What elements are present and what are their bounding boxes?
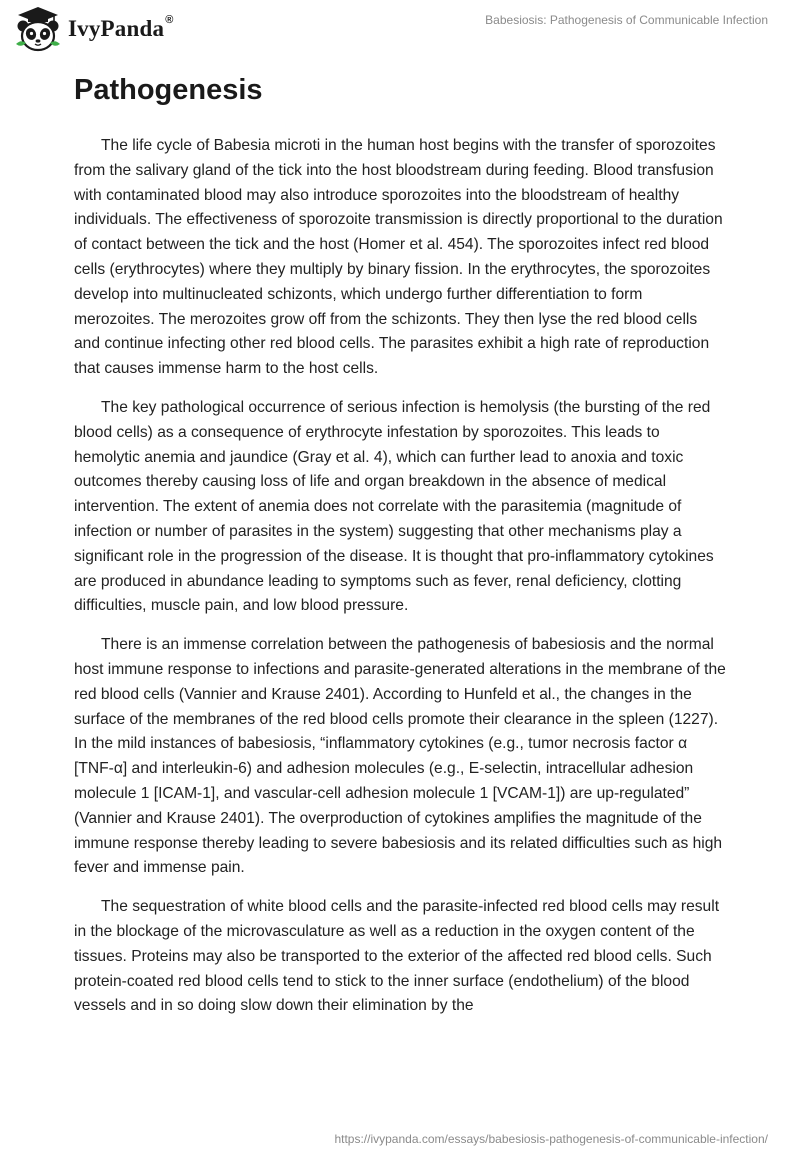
paragraph-3: There is an immense correlation between the pathogenesis of babesiosis and the normal host immune response to infections and parasite-generated alterations in the membrane of the red blood cells (Vannier and Krause 2401). According to Hunfeld et al., the changes in the surface of the membranes of the red blood cells promote their clearance in the spleen (1227). In the mild instances of babesiosis, “inflammatory cytokines (e.g., tumor necrosis factor α [TNF-α] and interleukin-6) and adhesion molecules (e.g., E-selectin, intracellular adhesion molecule 1 [ICAM-1], and vascular-cell adhesion molecule 1 [VCAM-1]) are up-regulated” (Vannier and Krause 2401). The overproduction of cytokines amplifies the magnitude of the immune response thereby leading to severe babesiosis and its related difficulties such as high fever and immense pain. — [74, 636, 726, 877]
running-title: Babesiosis: Pathogenesis of Communicable Infection — [485, 13, 768, 27]
registered-mark: ® — [165, 14, 174, 26]
paragraph-1: The life cycle of Babesia microti in the human host begins with the transfer of sporozoites from the salivary gland of the tick into the host bloodstream during feeding. Blood transfusion with contaminated blood may also introduce sporozoites into the bloodstream of healthy individuals. The effectiveness of sporozoite transmission is directly proportional to the duration of contact between the tick and the host (Homer et al. 454). The sporozoites infect red blood cells (erythrocytes) where they multiply by binary fission. In the erythrocytes, the sporozoites develop into multinucleated schizonts, which undergo further differentiation to form merozoites. The merozoites grow off from the schizonts. They then lyse the red blood cells and continue infecting other red blood cells. The parasites exhibit a high rate of reproduction that causes immense harm to the host cells. — [74, 137, 723, 378]
ivypanda-logo[interactable] — [14, 6, 174, 52]
paragraph-2: The key pathological occurrence of serious infection is hemolysis (the bursting of the red blood cells) as a consequence of erythrocyte infestation by sporozoites. This leads to hemolytic anemia and jaundice (Gray et al. 4), which can further lead to anoxia and toxic outcomes thereby causing loss of life and organ breakdown in the absence of medical intervention. The extent of anemia does not correlate with the parasitemia (magnitude of infection or number of parasites in the system) suggesting that other mechanisms play a significant role in the progression of the disease. It is thought that pro-inflammatory cytokines are produced in abundance leading to symptoms such as fever, renal deficiency, clotting difficulties, muscle pain, and low blood pressure. — [74, 398, 714, 615]
logo-wordmark: IvyPanda® — [68, 14, 174, 41]
section-heading: Pathogenesis — [74, 74, 263, 106]
paragraph-4: The sequestration of white blood cells and the parasite-infected red blood cells may result in the blockage of the microvasculature as well as a reduction in the oxygen content of the tissues. Proteins may also be transported to the exterior of the affected red blood cells. Such protein-coated red blood cells tend to stick to the inner surface (endothelium) of the blood vessels and in so doing slow down their elimination by the — [74, 898, 720, 1015]
panda-logo-icon — [14, 6, 62, 52]
page-header — [0, 0, 800, 60]
article-body — [74, 70, 726, 1019]
source-url-link[interactable]: https://ivypanda.com/essays/babesiosis-pathogenesis-of-communicable-infection/ — [334, 1132, 768, 1146]
